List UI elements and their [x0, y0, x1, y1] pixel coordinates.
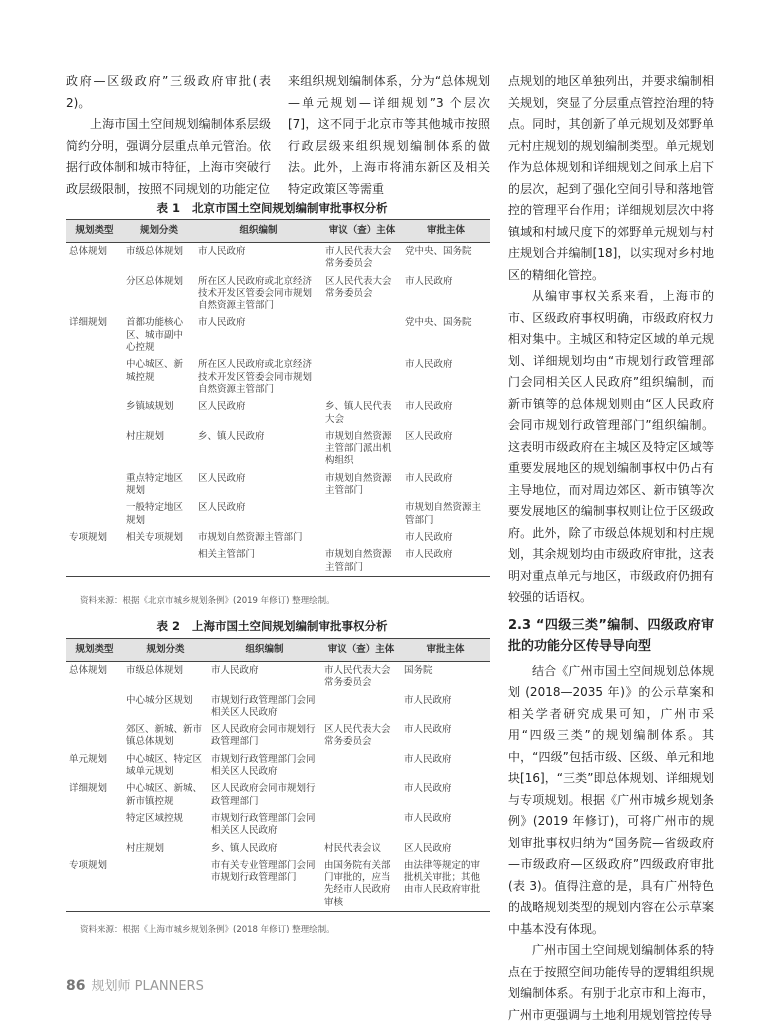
table-cell: 相关主管部门	[195, 546, 322, 576]
table-cell: 中心城分区规划	[126, 694, 193, 706]
table-row	[66, 780, 490, 810]
table-cell: 所在区人民政府或北京经济技术开发区管委会同市规划自然资源主管部门	[198, 275, 313, 312]
table-cell: 总体规划	[69, 246, 108, 257]
table-cell: 市规划自然资源主管部门	[322, 546, 402, 576]
column-header: 规划分类	[123, 639, 208, 662]
table-cell: 乡、镇人民政府	[198, 430, 265, 442]
table-cell: 市人民代表大会常务委员会	[325, 246, 392, 270]
table-cell	[66, 356, 123, 398]
table-cell: 市人民政府	[404, 724, 452, 736]
table-cell: 市级总体规划	[126, 246, 184, 257]
text-column-middle	[288, 71, 490, 200]
table-cell: 一般特定地区规划	[126, 502, 184, 526]
table-cell: 区人民政府会同市规划行政管理部门	[211, 724, 316, 748]
paragraph: 上海市国土空间规划编制体系层级简约分明，强调分层重点单元管治。依据行政体制和城市特征，上海市突破行政层级限制，按照不同规划的功能定位	[66, 117, 271, 196]
table-row	[66, 721, 490, 751]
table-cell: 区人民政府	[405, 430, 453, 442]
paragraph: 结合《广州市国土空间规划总体规划 (2018—2035 年)》的公示草案和相关学者研究成果可知，广州市采用“四级三类”的规划编制体系。其中，“四级”包括市级、区级、单元和地块[16]，“三类”即总体规划、详细规划与专项规划。根据《广州市城乡规划条例》(2019 年修订)，可将广州市的规划审批事权归纳为“国务院—省级政府—市级政府—区级政府”四级政府审批(表 3)。值得注意的是，具有广州特色的战略规划类型的规划内容在公示草案中基本没有体现。	[508, 663, 714, 936]
table-cell: 市规划行政管理部门会同相关区人民政府	[211, 812, 316, 837]
table-cell	[322, 356, 402, 398]
table2-caption	[66, 618, 490, 634]
table-cell: 详细规划	[69, 317, 108, 329]
table-row	[66, 662, 490, 692]
table-cell	[66, 810, 123, 840]
table1-title: 北京市国土空间规划编制审批事权分析	[192, 201, 388, 215]
table-row	[66, 398, 490, 428]
table1-source: 资料来源：根据《北京市城乡规划条例》(2019 年修订) 整理绘制。	[80, 596, 335, 606]
table-cell: 首都功能核心区、城市副中心控规	[126, 317, 184, 354]
table-cell: 总体规划	[69, 665, 108, 676]
paragraph: 来组织规划编制体系，分为“总体规划—单元规划—详细规划”3 个层次[7]，这不同于北京市等其他城市按照行政层级来组织规划编制体系的做法。此外，上海市将浦东新区及相关特定政策区等需重	[288, 74, 490, 196]
table-cell: 区人民政府	[198, 502, 246, 514]
table-cell	[123, 857, 208, 912]
column-header: 规划分类	[123, 220, 195, 243]
page-number: 86	[66, 978, 86, 994]
table-header-row	[66, 639, 490, 662]
table-cell	[66, 721, 123, 751]
table-cell	[66, 398, 123, 428]
table-row	[66, 243, 490, 273]
table-cell: 区人民政府	[404, 842, 452, 854]
table-cell: 市规划自然资源主管部门	[405, 502, 482, 526]
table-cell: 专项规划	[66, 857, 123, 912]
table-cell: 党中央、国务院	[405, 246, 472, 257]
column-header: 组织编制	[208, 639, 321, 662]
table-cell	[66, 546, 123, 576]
table-cell: 单元规划	[69, 753, 108, 765]
table-cell: 乡、镇人民政府	[211, 842, 278, 854]
table-cell	[66, 499, 123, 529]
table-cell: 区人民代表大会常务委员会	[325, 275, 392, 299]
table-cell: 市规划行政管理部门会同相关区人民政府	[211, 753, 316, 778]
table2-title: 上海市国土空间规划编制审批事权分析	[192, 619, 388, 633]
table-cell: 中心城区、特定区域单元规划	[126, 753, 203, 778]
table-cell: 中心城区、新城控规	[126, 359, 184, 383]
column-header: 审议（查）主体	[321, 639, 401, 662]
table-cell: 详细规划	[69, 783, 108, 795]
table-cell: 市人民政府	[404, 812, 452, 824]
table-cell: 区人民政府	[198, 401, 246, 413]
table-cell: 市人民政府	[404, 783, 452, 795]
section-heading: 2.3 “四级三类”编制、四级政府审批的功能分区传导导向型	[508, 617, 714, 654]
table-cell	[322, 314, 402, 356]
table-cell: 市规划自然资源主管部门	[198, 531, 303, 543]
table-row	[66, 356, 490, 398]
table-cell: 市人民政府	[405, 359, 453, 371]
table-cell	[66, 692, 123, 722]
page-footer	[66, 975, 204, 994]
table2-source: 资料来源：根据《上海市城乡规划条例》(2018 年修订) 整理绘制。	[80, 925, 335, 935]
table-cell	[321, 751, 401, 781]
table-cell: 市人民政府	[405, 472, 453, 484]
table-cell: 市人民政府	[211, 665, 259, 676]
text-column-left	[66, 71, 271, 200]
table2-label: 表 2	[156, 619, 180, 633]
table-cell: 市人民代表大会常务委员会	[324, 665, 391, 689]
table-cell: 重点特定地区规划	[126, 472, 184, 497]
table-cell	[322, 499, 402, 529]
table-cell	[66, 273, 123, 315]
table-cell: 所在区人民政府或北京经济技术开发区管委会同市规划自然资源主管部门	[198, 359, 313, 395]
table-row	[66, 751, 490, 781]
table-cell: 乡、镇人民代表大会	[325, 401, 392, 425]
table-cell	[66, 428, 123, 470]
table-row	[66, 546, 490, 576]
table-cell: 特定区域控规	[126, 812, 184, 824]
table-row	[66, 840, 490, 857]
table-cell	[321, 810, 401, 840]
column-header: 组织编制	[195, 220, 322, 243]
table-cell: 区人民代表大会常务委员会	[324, 724, 391, 748]
table-cell: 区人民政府	[198, 472, 246, 484]
table-cell: 村庄规划	[126, 430, 165, 442]
column-header: 审批主体	[402, 220, 490, 243]
table-cell: 市人民政府	[402, 546, 490, 576]
column-header: 审议（查）主体	[322, 220, 402, 243]
table-cell: 市人民政府	[404, 753, 452, 765]
paragraph: 广州市国土空间规划编制体系的特点在于按照空间功能传导的逻辑组织规划编制体系。有别于北京市和上海市，广州市更强调与土地利用规划管控传导	[508, 943, 714, 1022]
table-cell: 郊区、新城、新市镇总体规划	[126, 724, 203, 748]
table-cell: 区人民政府会同市规划行政管理部门	[211, 783, 316, 807]
column-header: 规划类型	[66, 639, 123, 662]
table-cell: 分区总体规划	[126, 275, 184, 287]
table-cell: 市人民政府	[405, 531, 453, 543]
table-cell: 由国务院有关部门审批的，应当先经市人民政府审核	[321, 857, 401, 912]
table-cell: 市级总体规划	[126, 665, 184, 676]
table-cell	[322, 529, 402, 546]
table-row	[66, 810, 490, 840]
table-row	[66, 857, 490, 912]
table1-caption	[66, 200, 490, 216]
table-cell	[66, 470, 123, 500]
column-header: 审批主体	[401, 639, 490, 662]
table-row	[66, 273, 490, 315]
table-cell: 市人民政府	[404, 694, 452, 706]
table-row	[66, 428, 490, 470]
table-cell	[321, 692, 401, 722]
table-cell: 村庄规划	[126, 842, 165, 854]
table-cell	[321, 780, 401, 810]
table-row	[66, 314, 490, 356]
table-cell: 专项规划	[69, 531, 108, 543]
table-cell: 相关专项规划	[126, 531, 184, 543]
table-cell: 村民代表会议	[324, 842, 382, 854]
table-cell: 市人民政府	[198, 317, 246, 329]
table-row	[66, 529, 490, 546]
table-row	[66, 499, 490, 529]
table-row	[66, 692, 490, 722]
journal-name: 规划师 PLANNERS	[91, 979, 204, 994]
paragraph: 点规划的地区单独列出，并要求编制相关规划，突显了分层重点管控治理的特点。同时，其创新了单元规划及郊野单元村庄规划的规划编制类型。单元规划作为总体规划和详细规划之间承上启下的层次，起到了强化空间引导和落地管控的管理平台作用；详细规划层次中将镇域和村域尺度下的郊野单元规划与村庄规划合并编制[18]，以实现对乡村地区的精细化管控。	[508, 74, 714, 282]
table-cell: 国务院	[404, 665, 433, 676]
paragraph: 政府—区级政府”三级政府审批(表 2)。	[66, 74, 271, 110]
table-row	[66, 470, 490, 500]
table-header-row	[66, 220, 490, 243]
table-cell: 市人民政府	[405, 401, 453, 413]
table2	[66, 638, 490, 912]
table-cell: 市规划行政管理部门会同相关区人民政府	[211, 694, 316, 718]
table-cell: 市规划自然资源主管部门	[325, 472, 392, 497]
table-cell: 党中央、国务院	[405, 317, 472, 329]
table-cell	[123, 546, 195, 576]
table1-label: 表 1	[156, 201, 180, 215]
table-cell: 市有关专业管理部门会同市规划行政管理部门	[208, 857, 321, 912]
table-cell: 由法律等规定的审批机关审批；其他由市人民政府审批	[401, 857, 490, 912]
column-header: 规划类型	[66, 220, 123, 243]
table-cell	[66, 840, 123, 857]
paragraph: 从编审事权关系来看，上海市的市、区级政府事权明确，市级政府权力相对集中。主城区和特定区域的单元规划、详细规划均由“市规划行政管理部门会同相关区人民政府”组织编制，而新市镇等的总体规划则由“区人民政府会同市规划行政管理部门”组织编制。这表明市级政府在主城区及特定区域等重要发展地区的规划编制事权中仍占有主导地位，而对周边郊区、新市镇等次要发展地区的编制事权则让位于区级政府。此外，除了市级总体规划和村庄规划，其余规划均由市级政府审批，这表明对重点单元与地区，市级政府仍拥有较强的话语权。	[508, 289, 714, 604]
table-cell: 乡镇域规划	[126, 401, 174, 413]
text-column-right	[508, 71, 714, 1026]
table1	[66, 219, 490, 577]
table-cell: 市人民政府	[405, 275, 453, 287]
table-cell: 市规划自然资源主管部门派出机构组织	[325, 430, 392, 467]
table-cell: 市人民政府	[198, 246, 246, 257]
table-cell: 中心城区、新城、新市镇控规	[126, 783, 203, 807]
